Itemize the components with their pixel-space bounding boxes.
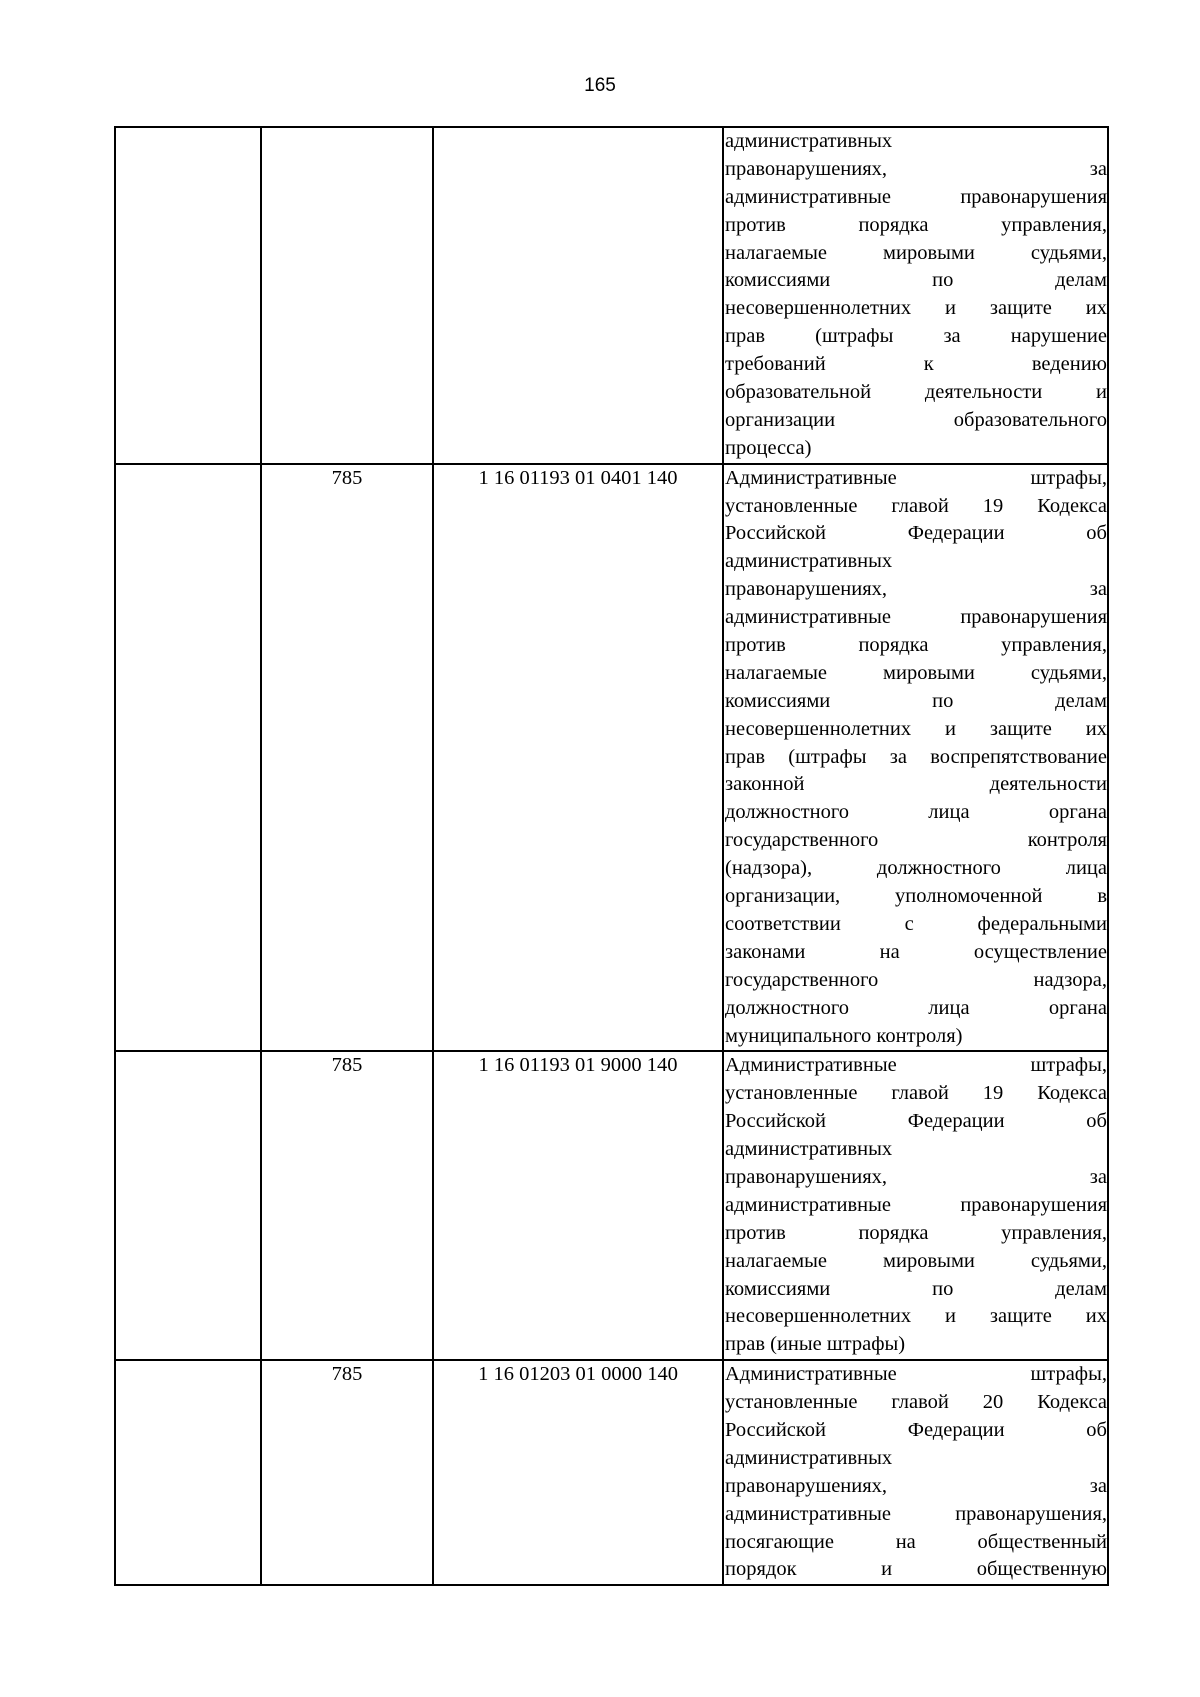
description-line: установленные главой 20 Кодекса [725, 1391, 1107, 1414]
description-line: организации образовательного [725, 408, 1107, 431]
description-line: процесса) [725, 436, 812, 459]
cell-admin-code: 785 [261, 464, 433, 1052]
table-row [115, 127, 1108, 464]
description-line: должностного лица органа [725, 801, 1107, 824]
description-line: административные правонарушения [725, 606, 1107, 629]
description-line: административные правонарушения, [725, 1502, 1107, 1525]
table-row [115, 1360, 1108, 1585]
description-line: Российской Федерации об [725, 1418, 1107, 1441]
description-line: государственного контроля [725, 829, 1107, 852]
description-line: несовершеннолетних и защите их [725, 1305, 1107, 1328]
cell-empty-first-column [115, 1051, 261, 1360]
description-line: административных [725, 1446, 893, 1469]
description-line: налагаемые мировыми судьями, [725, 1249, 1107, 1272]
cell-admin-code: 785 [261, 1051, 433, 1360]
table-row [115, 464, 1108, 1052]
description-line: против порядка управления, [725, 213, 1107, 236]
description-line: административные правонарушения [725, 185, 1107, 208]
description-line: несовершеннолетних и защите их [725, 717, 1107, 740]
description-line: прав (штрафы за нарушение [725, 325, 1107, 348]
cell-description [723, 464, 1108, 1052]
description-line: налагаемые мировыми судьями, [725, 661, 1107, 684]
page-number: 165 [584, 75, 616, 96]
description-line: административных [725, 130, 893, 152]
description-line: против порядка управления, [725, 1221, 1107, 1244]
description-line: законами на осуществление [725, 940, 1107, 963]
description-line: Российской Федерации об [725, 522, 1107, 545]
description-line: организации, уполномоченной в [725, 885, 1107, 908]
description-line: правонарушениях, за [725, 1474, 1107, 1497]
description-line: налагаемые мировыми судьями, [725, 241, 1107, 264]
cell-admin-code [261, 127, 433, 464]
description-line: Административные штрафы, [725, 466, 1107, 489]
description-line: административных [725, 1138, 893, 1161]
description-line: правонарушениях, за [725, 157, 1107, 180]
cell-kbk-code: 1 16 01193 01 0401 140 [433, 464, 723, 1052]
description-line: должностного лица органа [725, 996, 1107, 1019]
description-line: государственного надзора, [725, 968, 1107, 991]
description-line: административные правонарушения [725, 1193, 1107, 1216]
description-line: несовершеннолетних и защите их [725, 297, 1107, 320]
description-line: правонарушениях, за [725, 1165, 1107, 1188]
cell-empty-first-column [115, 464, 261, 1052]
description-line: муниципального контроля) [725, 1024, 963, 1047]
description-line: установленные главой 19 Кодекса [725, 1082, 1107, 1105]
cell-kbk-code: 1 16 01193 01 9000 140 [433, 1051, 723, 1360]
description-line: комиссиями по делам [725, 689, 1107, 712]
table-body [115, 127, 1108, 1585]
cell-description [723, 127, 1108, 464]
description-line: прав (штрафы за воспрепятствование [725, 745, 1107, 768]
budget-classification-table [114, 126, 1109, 1586]
description-line: требований к ведению [725, 353, 1107, 376]
cell-empty-first-column [115, 127, 261, 464]
description-line: комиссиями по делам [725, 269, 1107, 292]
cell-description [723, 1360, 1108, 1585]
description-line: административных [725, 550, 893, 573]
table-row [115, 1051, 1108, 1360]
description-line: Административные штрафы, [725, 1054, 1107, 1077]
description-line: комиссиями по делам [725, 1277, 1107, 1300]
description-line: правонарушениях, за [725, 578, 1107, 601]
description-line: против порядка управления, [725, 634, 1107, 657]
description-line: установленные главой 19 Кодекса [725, 494, 1107, 517]
cell-admin-code: 785 [261, 1360, 433, 1585]
description-line: соответствии с федеральными [725, 912, 1107, 935]
description-line: Российской Федерации об [725, 1110, 1107, 1133]
cell-description [723, 1051, 1108, 1360]
cell-kbk-code: 1 16 01203 01 0000 140 [433, 1360, 723, 1585]
description-line: (надзора), должностного лица [725, 857, 1107, 880]
description-line: образовательной деятельности и [725, 381, 1107, 404]
description-line: порядок и общественную [725, 1558, 1107, 1581]
description-line: прав (иные штрафы) [725, 1333, 906, 1356]
cell-kbk-code [433, 127, 723, 464]
cell-empty-first-column [115, 1360, 261, 1585]
description-line: Административные штрафы, [725, 1363, 1107, 1386]
description-line: законной деятельности [725, 773, 1107, 796]
description-line: посягающие на общественный [725, 1530, 1107, 1553]
